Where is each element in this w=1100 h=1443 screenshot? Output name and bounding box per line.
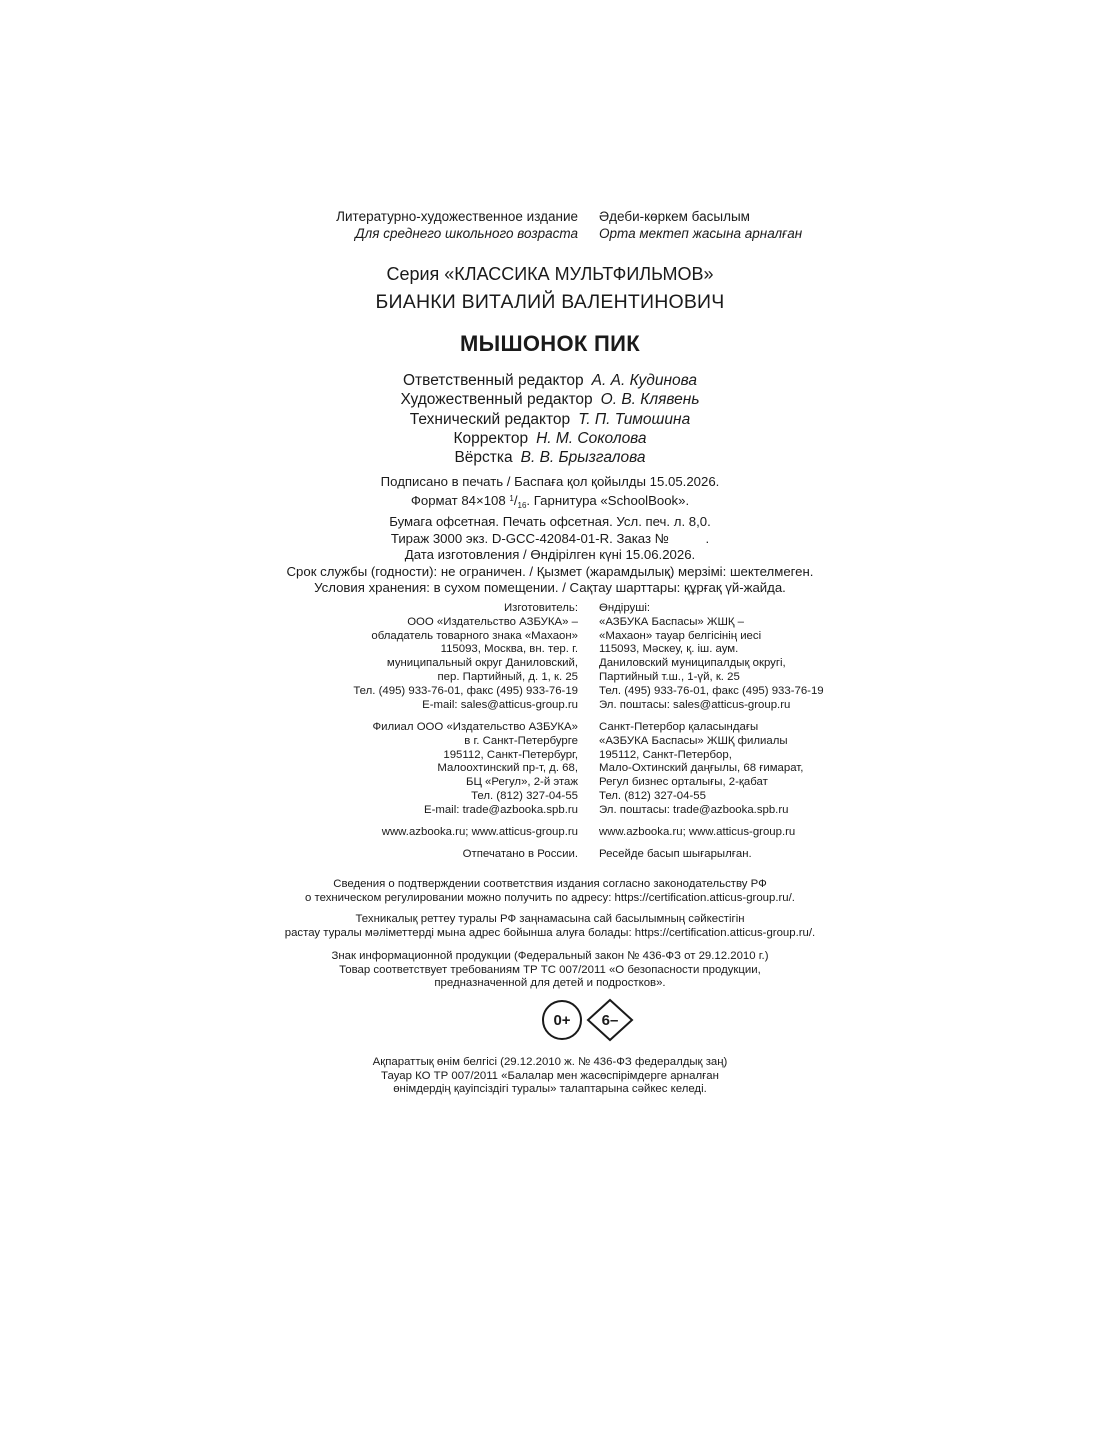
ru-genre: Литературно-художественное издание <box>336 209 578 224</box>
manufacturer-kz: Өндіруші: «АЗБУКА Баспасы» ЖШҚ – «Махаон» тауар белгісінің иесі 115093, Мәскеу, қ. іш. аум. Даниловский муниципалдық округі, Партийный т.ш., 1-үй, к. 25 Тел. (495) 933-76-01, факс (495) 933-76-19 Эл. поштасы: sales@atticus-group.ru <box>599 602 824 711</box>
kz-age-group: Орта мектеп жасына арналған <box>599 226 803 241</box>
websites-kz: www.azbooka.ru; www.atticus-group.ru <box>599 826 796 838</box>
branch-kz: Санкт-Петербор қаласындағы «АЗБУКА Баспасы» ЖШҚ филиалы 195112, Санкт-Петербор, Мало-Охтинский даңғылы, 68 ғимарат, Регул бизнес орталығы, 2-қабат Тел. (812) 327-04-55 Эл. поштасы: trade@azbooka.spb.ru <box>599 721 804 816</box>
print-specs <box>0 474 1100 597</box>
staff-list <box>0 371 1100 467</box>
manufacturer-ru: Изготовитель: ООО «Издательство АЗБУКА» – обладатель товарного знака «Махаон» 115093, Москва, вн. тер. г. муниципальный округ Даниловский, пер. Партийный, д. 1, к. 25 Тел. (495) 933-76-01, факс (495) 933-76-19 E-mail: sales@atticus-group.ru <box>353 602 578 711</box>
printed-in-ru: Отпечатано в России. <box>462 848 578 860</box>
storage-conditions: Условия хранения: в сухом помещении. / Сақтау шарттары: құрғақ үй-жайда. <box>314 580 786 595</box>
service-life: Срок службы (годности): не ограничен. / Қызмет (жарамдылық) мерзімі: шектелмеген. <box>286 563 814 579</box>
ru-age-group: Для среднего школьного возраста <box>355 226 578 241</box>
websites-ru: www.azbooka.ru; www.atticus-group.ru <box>381 826 578 838</box>
staff-line: Художественный редактор О. В. Клявень <box>400 391 700 409</box>
printed-in-kz: Ресейде басып шығарылған. <box>599 848 752 860</box>
age-badges <box>0 998 1100 1044</box>
product-age-badge <box>586 998 634 1042</box>
signed-date: Подписано в печать / Баспаға қол қойылды 15.05.2026. <box>380 474 720 489</box>
author-name: БИАНКИ ВИТАЛИЙ ВАЛЕНТИНОВИЧ <box>375 291 725 313</box>
certification-ru: Сведения о подтверждении соответствия издания согласно законодательству РФ о техническом регулировании можно получить по адресу: https://certification.atticus-group.ru/. <box>305 878 795 904</box>
product-age-label: 6– <box>601 1011 619 1029</box>
series-name: Серия «КЛАССИКА МУЛЬТФИЛЬМОВ» <box>386 264 714 284</box>
certification-kz: Техникалық реттеу туралы РФ заңнамасына сай басылымның сәйкестігін растау туралы мәліметтерді мына адрес бойынша алуға болады: https://certification.atticus-group.ru/. <box>284 913 816 939</box>
run-line: Тираж 3000 экз. D-GCC-42084-01-R. Заказ № . <box>390 530 710 546</box>
staff-line: Технический редактор Т. П. Тимошина <box>409 410 691 428</box>
paper-line: Бумага офсетная. Печать офсетная. Усл. печ. л. 8,0. <box>389 514 711 529</box>
staff-line: Вёрстка В. В. Брызгалова <box>454 449 646 467</box>
staff-line: Корректор Н. М. Соколова <box>453 429 647 447</box>
book-title: МЫШОНОК ПИК <box>460 331 640 356</box>
format-line: Формат 84×108 $^1/_{16}$. Гарнитура «SchoolBook». <box>410 492 690 510</box>
made-date: Дата изготовления / Өндірілген күні 15.06.2026. <box>404 547 696 562</box>
info-mark-kz: Ақпараттық өнім белгісі (29.12.2010 ж. № 436-ФЗ федералдық заң) Тауар КО ТР 007/2011 «Балалар мен жасөспірімдерге арналған өнімдердің қауіпсіздігі туралы» талаптарына сәйкес келеді. <box>372 1056 728 1096</box>
info-age-badge: 0+ <box>542 1000 582 1040</box>
info-mark-ru: Знак информационной продукции (Федеральный закон № 436-ФЗ от 29.12.2010 г.) Товар соответствует требованиям ТР ТС 007/2011 «О безопасности продукции, предназначенной для детей и подростков». <box>331 950 769 990</box>
branch-ru: Филиал ООО «Издательство АЗБУКА» в г. Санкт-Петербурге 195112, Санкт-Петербург, Малоохтинский пр-т, д. 68, БЦ «Регул», 2-й этаж Тел. (812) 327-04-55 E-mail: trade@azbooka.spb.ru <box>372 721 578 816</box>
staff-line: Ответственный редактор А. А. Кудинова <box>402 372 697 389</box>
kz-genre: Әдеби-көркем басылым <box>599 209 750 224</box>
